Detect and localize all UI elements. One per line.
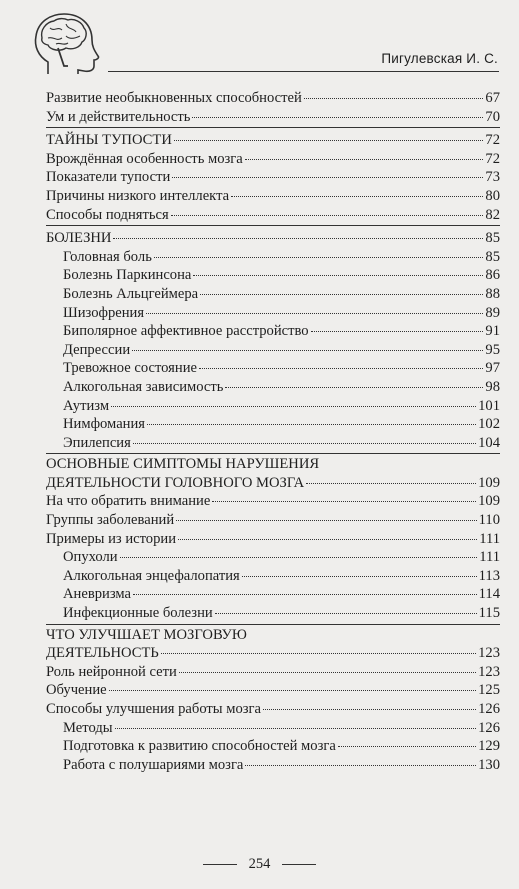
dot-leader (304, 98, 484, 99)
toc-entry[interactable] (46, 151, 500, 170)
toc-entry[interactable] (46, 90, 500, 109)
toc-entry-title: Способы подняться (46, 206, 169, 223)
toc-entry-title: БОЛЕЗНИ (46, 230, 112, 247)
dot-leader (174, 140, 484, 141)
dot-leader (212, 501, 476, 502)
toc-entry[interactable] (46, 323, 500, 342)
toc-entry-title: Эпилепсия (63, 434, 131, 451)
toc-entry-title: Головная боль (63, 248, 152, 265)
toc-entry-title: Группы заболеваний (46, 512, 175, 529)
toc-entry-title: Депрессии (63, 341, 131, 358)
dot-leader (242, 576, 477, 577)
toc-entry[interactable] (46, 435, 500, 454)
toc-entry-page: 85 (485, 248, 500, 265)
dot-leader (200, 294, 483, 295)
dot-leader (215, 613, 477, 614)
toc-entry-title: Показатели тупости (46, 169, 171, 186)
dot-leader (172, 177, 483, 178)
dot-leader (147, 424, 476, 425)
dot-leader (311, 331, 484, 332)
toc-entry-title: На что обратить внимание (46, 493, 211, 510)
dot-leader (192, 117, 483, 118)
dot-leader (306, 483, 476, 484)
dot-leader (113, 238, 483, 239)
toc-entry-page: 109 (478, 493, 500, 510)
toc-entry[interactable] (46, 379, 500, 398)
toc-entry-page: 109 (478, 474, 500, 491)
section-divider (46, 624, 500, 625)
dot-leader (111, 406, 476, 407)
dot-leader (146, 313, 483, 314)
toc-entry-page: 70 (485, 108, 500, 125)
toc-entry[interactable] (46, 738, 500, 757)
toc-entry-page: 80 (485, 187, 500, 204)
toc-entry-page: 115 (478, 605, 500, 622)
toc-entry-title: Работа с полушариями мозга (63, 756, 244, 773)
toc-entry-page: 111 (479, 549, 500, 566)
toc-section-title: ЧТО УЛУЧШАЕТ МОЗГОВУЮ (46, 626, 247, 643)
toc-entry[interactable] (46, 416, 500, 435)
page-number-text: 254 (248, 856, 271, 872)
dot-leader (120, 557, 478, 558)
folio-dash-right (282, 864, 316, 865)
dot-leader (133, 594, 477, 595)
toc-entry-title: Развитие необыкновенных способностей (46, 90, 302, 106)
toc-entry-page: 123 (478, 645, 500, 662)
toc-entry-title: Болезнь Альцгеймера (63, 285, 199, 302)
toc-entry-page: 104 (478, 434, 500, 451)
toc-entry[interactable] (46, 286, 500, 305)
toc-entry[interactable] (46, 493, 500, 512)
toc-entry[interactable] (46, 267, 500, 286)
toc-entry-page: 113 (478, 567, 500, 584)
toc-entry[interactable] (46, 305, 500, 324)
section-divider (46, 127, 500, 128)
toc-section-entry[interactable] (46, 645, 500, 664)
toc-entry[interactable] (46, 757, 500, 776)
toc-entry-page: 110 (478, 512, 500, 529)
dot-leader (178, 539, 477, 540)
toc-entry-title: Аневризма (63, 586, 131, 603)
toc-entry[interactable] (46, 512, 500, 531)
toc-entry[interactable] (46, 169, 500, 188)
toc-entry-title: Роль нейронной сети (46, 663, 177, 680)
toc-entry-title: Алкогольная энцефалопатия (63, 567, 240, 584)
dot-leader (133, 443, 476, 444)
toc-entry[interactable] (46, 549, 500, 568)
dot-leader (199, 368, 483, 369)
running-header-author: Пигулевская И. С. (381, 51, 498, 66)
toc-entry-page: 126 (478, 719, 500, 736)
toc-entry-page: 72 (485, 150, 500, 167)
toc-entry-page: 125 (478, 682, 500, 699)
toc-entry[interactable] (46, 249, 500, 268)
toc-entry-title: Методы (63, 719, 113, 736)
dot-leader (245, 765, 476, 766)
toc-entry-page: 129 (478, 738, 500, 755)
toc-entry-page: 72 (485, 132, 500, 149)
dot-leader (225, 387, 483, 388)
dot-leader (154, 257, 484, 258)
dot-leader (161, 653, 476, 654)
toc-entry-title: Ум и действительность (46, 108, 191, 125)
toc-entry[interactable] (46, 720, 500, 739)
toc-entry[interactable] (46, 586, 500, 605)
toc-entry-title: Алкогольная зависимость (63, 378, 224, 395)
toc-entry-title: Шизофрения (63, 304, 145, 321)
dot-leader (109, 690, 476, 691)
toc-entry-page: 126 (478, 701, 500, 717)
toc-entry-page: 73 (485, 169, 500, 186)
dot-leader (132, 350, 483, 351)
toc-entry[interactable] (46, 682, 500, 701)
toc-entry-title: Тревожное состояние (63, 360, 197, 377)
head-brain-icon (28, 10, 104, 76)
toc-entry[interactable] (46, 568, 500, 587)
toc-entry[interactable] (46, 531, 500, 550)
toc-entry[interactable] (46, 701, 500, 720)
toc-entry-title: Причины низкого интеллекта (46, 187, 230, 204)
dot-leader (263, 709, 476, 710)
toc-entry-page: 67 (485, 90, 500, 106)
dot-leader (179, 672, 476, 673)
toc-entry-page: 85 (485, 230, 500, 247)
toc-entry-title: ДЕЯТЕЛЬНОСТИ ГОЛОВНОГО МОЗГА (46, 474, 305, 491)
toc-entry[interactable] (46, 605, 500, 624)
section-divider (46, 225, 500, 226)
page-number (0, 856, 519, 873)
dot-leader (338, 746, 476, 747)
toc-entry-page: 98 (485, 378, 500, 395)
toc-section-entry[interactable] (46, 230, 500, 249)
header-rule (108, 71, 499, 72)
dot-leader (171, 215, 484, 216)
toc-entry-page: 89 (485, 304, 500, 321)
toc-entry-page: 102 (478, 416, 500, 433)
toc-entry-title: Инфекционные болезни (63, 605, 213, 622)
dot-leader (193, 275, 483, 276)
toc-section-entry[interactable] (46, 475, 500, 494)
toc-entry[interactable] (46, 664, 500, 683)
toc-entry[interactable] (46, 398, 500, 417)
toc-entry-title: Подготовка к развитию способностей мозга (63, 738, 336, 755)
toc-entry-page: 114 (478, 586, 500, 603)
toc-entry-title: Биполярное аффективное расстройство (63, 323, 309, 340)
toc-section-title-line (46, 627, 500, 646)
toc-entry[interactable] (46, 207, 500, 226)
toc-entry-page: 86 (485, 267, 500, 284)
section-divider (46, 453, 500, 454)
toc-entry-page: 88 (485, 285, 500, 302)
table-of-contents (46, 90, 500, 775)
dot-leader (176, 520, 477, 521)
toc-entry-title: Опухоли (63, 549, 118, 566)
toc-entry-page: 111 (479, 530, 500, 547)
dot-leader (231, 196, 483, 197)
toc-entry[interactable] (46, 360, 500, 379)
dot-leader (245, 159, 484, 160)
toc-entry[interactable] (46, 342, 500, 361)
toc-entry-page: 82 (485, 206, 500, 223)
toc-entry[interactable] (46, 109, 500, 128)
toc-entry-title: Обучение (46, 682, 107, 699)
folio-dash-left (203, 864, 237, 865)
toc-entry-title: Болезнь Паркинсона (63, 267, 192, 284)
dot-leader (115, 728, 477, 729)
toc-entry[interactable] (46, 188, 500, 207)
toc-entry-title: Врождённая особенность мозга (46, 150, 243, 167)
toc-section-entry[interactable] (46, 132, 500, 151)
toc-entry-page: 130 (478, 756, 500, 773)
toc-entry-page: 95 (485, 341, 500, 358)
toc-entry-page: 101 (478, 397, 500, 414)
toc-entry-title: Аутизм (63, 397, 110, 414)
toc-entry-page: 91 (485, 323, 500, 340)
toc-entry-title: ТАЙНЫ ТУПОСТИ (46, 132, 172, 149)
toc-entry-title: Способы улучшения работы мозга (46, 701, 262, 717)
toc-section-title: ОСНОВНЫЕ СИМПТОМЫ НАРУШЕНИЯ (46, 456, 320, 473)
toc-entry-title: Нимфомания (63, 416, 146, 433)
toc-entry-page: 97 (485, 360, 500, 377)
toc-section-title-line (46, 456, 500, 475)
toc-entry-title: Примеры из истории (46, 530, 177, 547)
toc-entry-page: 123 (478, 663, 500, 680)
toc-entry-title: ДЕЯТЕЛЬНОСТЬ (46, 645, 159, 662)
